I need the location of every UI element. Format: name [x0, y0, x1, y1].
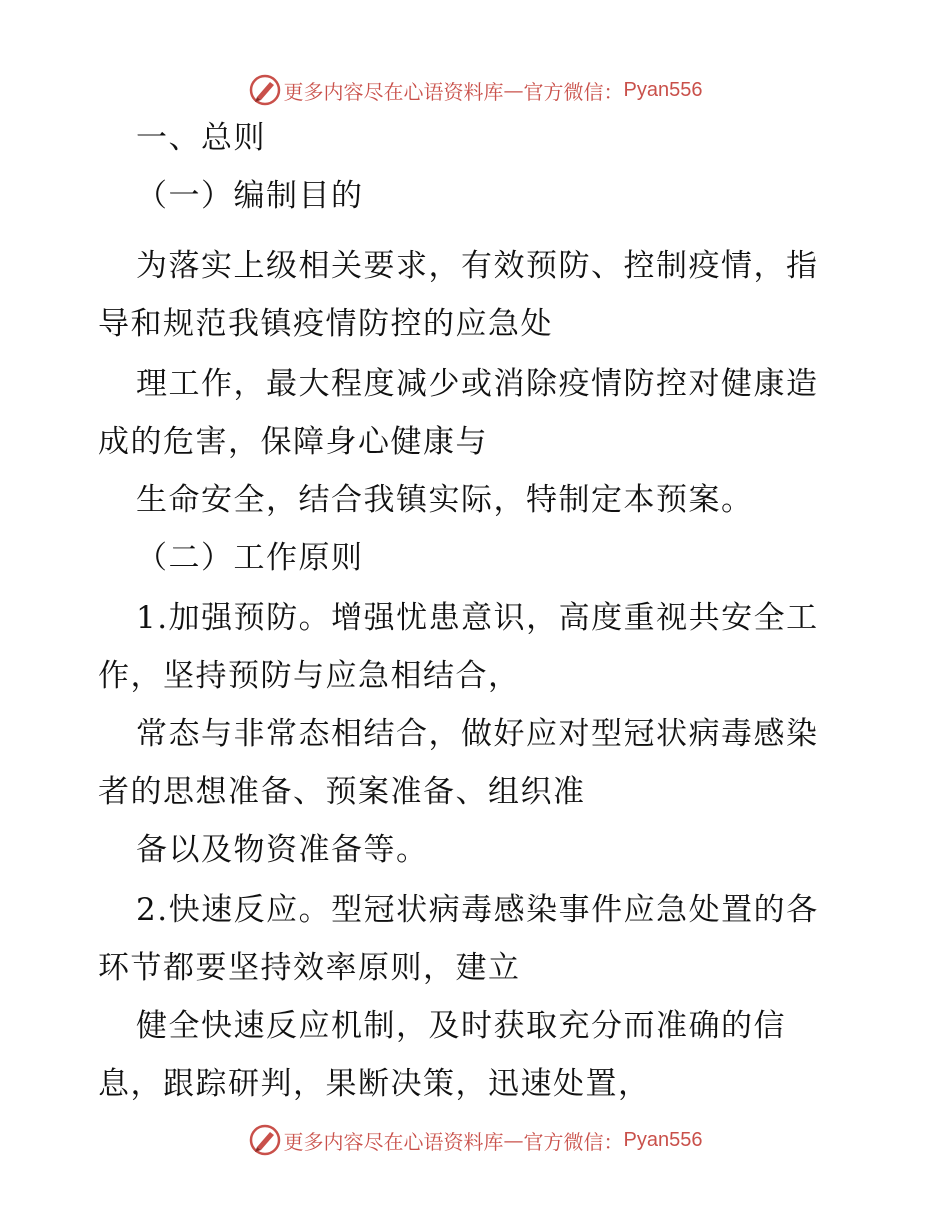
paragraph-line: 生命安全，结合我镇实际，特制定本预案。 — [136, 482, 754, 518]
site-name-text: 更多内容尽在心语资料库 — [283, 1129, 504, 1154]
paragraph-line: 健全快速反应机制，及时获取充分而准确的信 — [136, 1008, 786, 1044]
banner-dash: — — [503, 78, 524, 102]
paragraph-line: 导和规范我镇疫情防控的应急处 — [98, 306, 553, 342]
site-name-text: 更多内容尽在心语资料库 — [283, 79, 504, 104]
pen-logo-icon — [248, 1123, 282, 1157]
section-heading: 一、总则 — [136, 120, 266, 156]
paragraph-line: 环节都要坚持效率原则，建立 — [98, 950, 521, 986]
subsection-heading: （一）编制目的 — [136, 178, 364, 214]
paragraph-line: 常态与非常态相结合，做好应对型冠状病毒感染 — [136, 716, 819, 752]
wechat-id-text: Pyan556 — [623, 78, 703, 101]
pen-logo-icon — [248, 73, 282, 107]
paragraph-line: 理工作，最大程度减少或消除疫情防控对健康造 — [136, 366, 819, 402]
official-wechat-label: 官方微信： — [523, 79, 624, 104]
banner-dash: — — [503, 1128, 524, 1152]
paragraph-line: 息，跟踪研判，果断决策，迅速处置， — [98, 1066, 651, 1102]
paragraph-line: 者的思想准备、预案准备、组织准 — [98, 774, 586, 810]
paragraph-line: 备以及物资准备等。 — [136, 832, 429, 868]
paragraph-line: 为落实上级相关要求，有效预防、控制疫情，指 — [136, 248, 819, 284]
subsection-heading: （二）工作原则 — [136, 540, 364, 576]
paragraph-line: 作，坚持预防与应急相结合， — [98, 658, 521, 694]
paragraph-line: 1.加强预防。增强忧患意识，高度重视共安全工 — [136, 600, 819, 636]
footer-watermark-banner — [0, 1120, 950, 1160]
official-wechat-label: 官方微信： — [523, 1129, 624, 1154]
wechat-id-text: Pyan556 — [623, 1128, 703, 1151]
paragraph-line: 成的危害，保障身心健康与 — [98, 424, 488, 460]
header-watermark-banner — [0, 70, 950, 110]
paragraph-line: 2.快速反应。型冠状病毒感染事件应急处置的各 — [136, 892, 819, 928]
